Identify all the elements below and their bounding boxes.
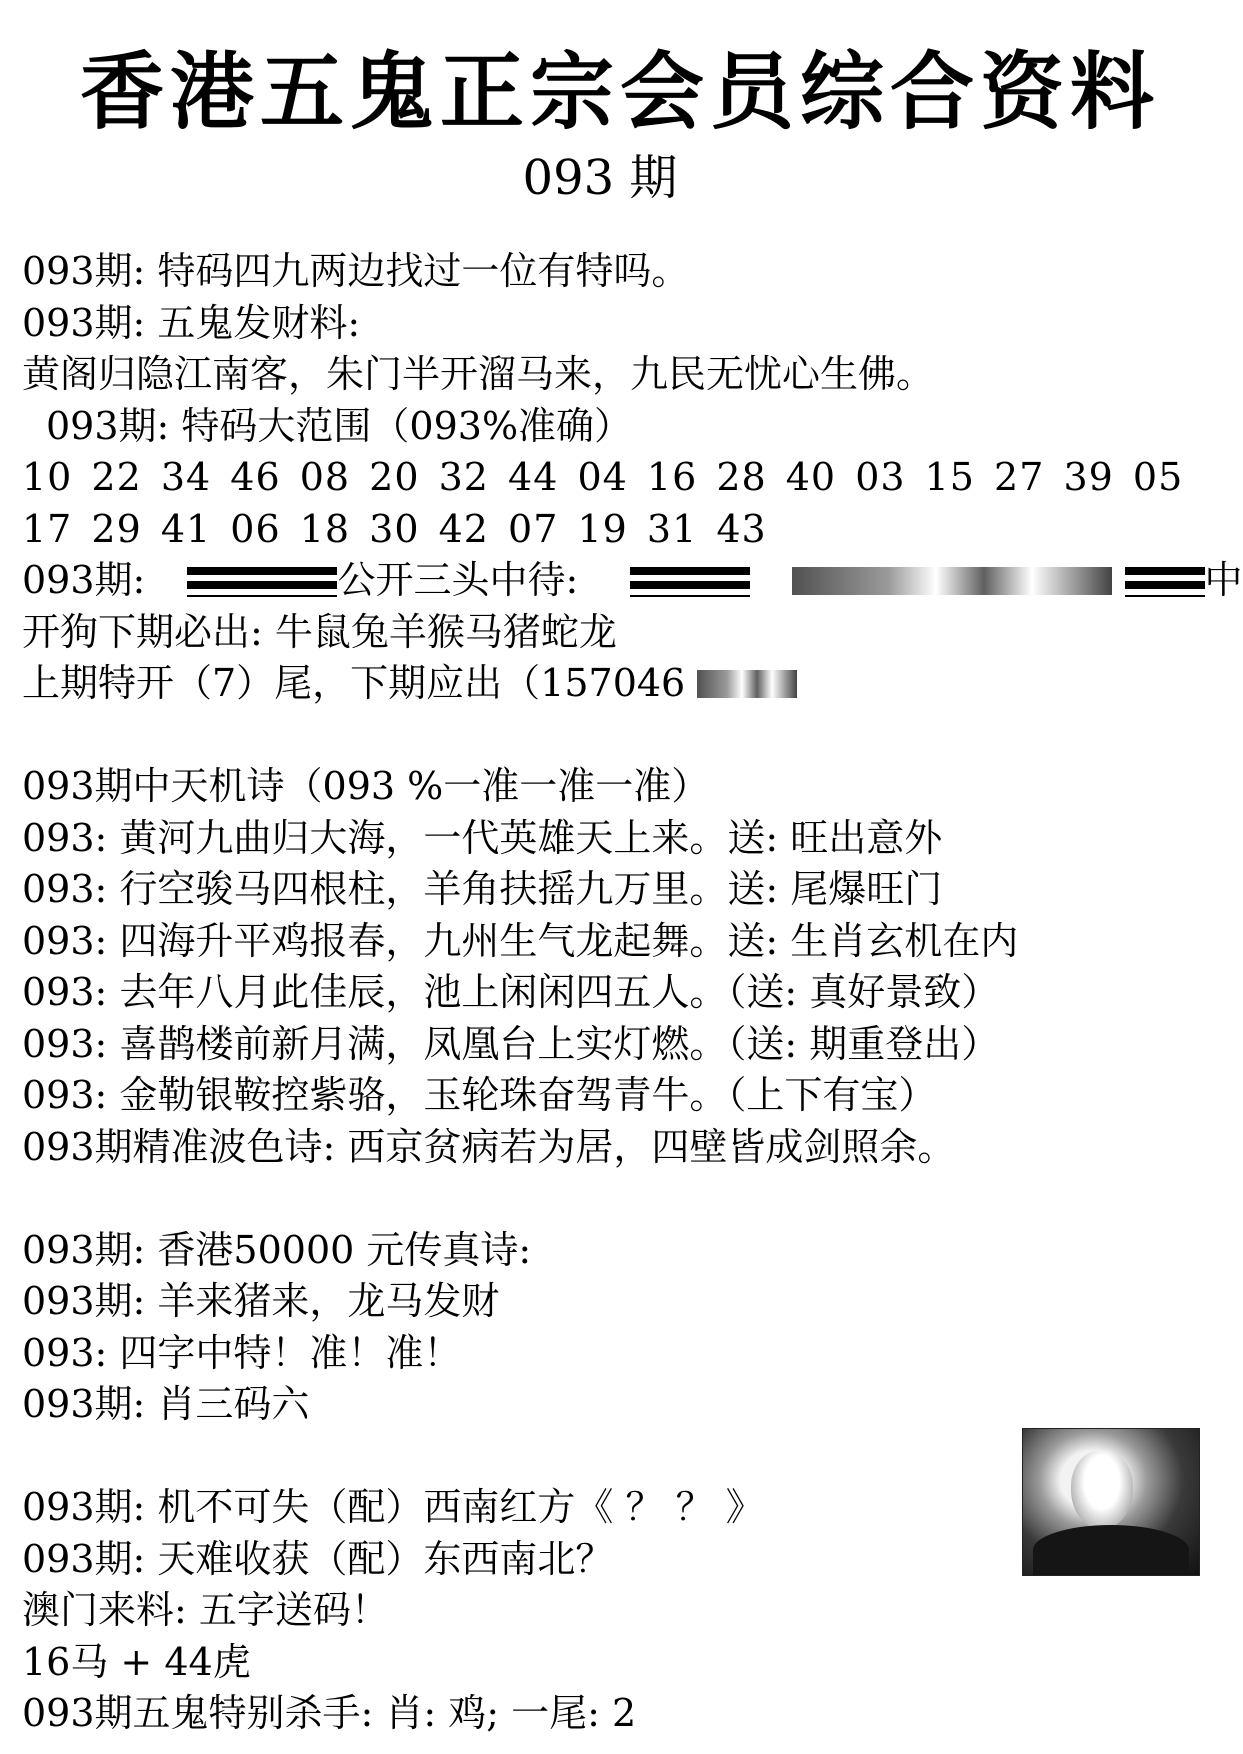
portrait-photo [1022,1428,1200,1576]
text-line-9 [22,658,1222,710]
text-line-16: 093: 金勒银鞍控紫骆，玉轮珠奋驾青牛。（上下有宝） [22,1073,937,1117]
text-line-15: 093: 喜鹊楼前新月满，凤凰台上实灯燃。（送: 期重登出） [22,1021,1000,1066]
text-line-19: 093期: 羊来猪来，龙马发财 [22,1279,500,1323]
portrait-coat [1033,1525,1189,1575]
obscured-text [697,670,797,698]
text-line-24: 澳门来料: 五字送码！ [22,1588,389,1632]
text-line-25: 16马 + 44虎 [22,1639,251,1684]
text-line-26: 093期五鬼特别杀手: 肖: 鸡; 一尾: 2 [22,1691,637,1735]
text-line-1: 093期: 特码四九两边找过一位有特吗。 [22,249,690,293]
text-line-14: 093: 去年八月此佳辰，池上闲闲四五人。（送: 真好景致） [22,970,1000,1014]
redacted-mark [1125,567,1205,597]
text-line-8: 开狗下期必出: 牛鼠兔羊猴马猪蛇龙 [22,609,617,654]
line-7-prefix: 093期: [22,558,146,602]
text-line-3: 黄阁归隐江南客，朱门半开溜马来，九民无忧心生佛。 [22,352,935,396]
issue-number: 093 期 [522,150,678,206]
text-line-10: 093期中天机诗（093 %一准一准一准） [22,764,710,808]
text-line-12: 093: 行空骏马四根柱，羊角扶摇九万里。送: 尾爆旺门 [22,867,943,911]
text-line-4: 093期: 特码大范围（093%准确） [46,403,633,448]
text-line-11: 093: 黄河九曲归大海，一代英雄天上来。送: 旺出意外 [22,815,943,860]
spacer [22,1173,1222,1225]
text-line-18: 093期: 香港50000 元传真诗: [22,1227,532,1272]
text-line-2: 093期: 五鬼发财料: [22,300,361,345]
spacer [22,710,1222,762]
text-line-17: 093期精准波色诗: 西京贫病若为居，四壁皆成剑照余。 [22,1124,956,1169]
line-7-mid: 公开三头中待: [337,558,579,602]
number-row-2: 17 29 41 06 18 30 42 07 19 31 43 [22,506,767,551]
text-line-7 [22,555,1243,607]
text-line-23: 093期: 天难收获（配）东西南北？ [22,1536,614,1581]
text-line-20: 093: 四字中特！准！准！ [22,1330,462,1375]
line-9-text: 上期特开（7）尾，下期应出（157046 [22,661,686,705]
text-line-21: 093期: 肖三码六 [22,1382,310,1426]
line-7-end: 中 [1204,558,1243,602]
page-title: 香港五鬼正宗会员综合资料 [79,43,1160,141]
text-line-13: 093: 四海升平鸡报春，九州生气龙起舞。送: 生肖玄机在内 [22,918,1019,963]
obscured-text [792,567,1112,595]
number-row-1: 10 22 34 46 08 20 32 44 04 16 28 40 03 15 27 39 05 [22,455,1184,499]
portrait-face [1071,1451,1133,1529]
redacted-mark [187,567,337,597]
text-line-22: 093期: 机不可失（配）西南红方《 ？ ？ 》 [22,1485,764,1529]
redacted-mark [630,567,750,597]
